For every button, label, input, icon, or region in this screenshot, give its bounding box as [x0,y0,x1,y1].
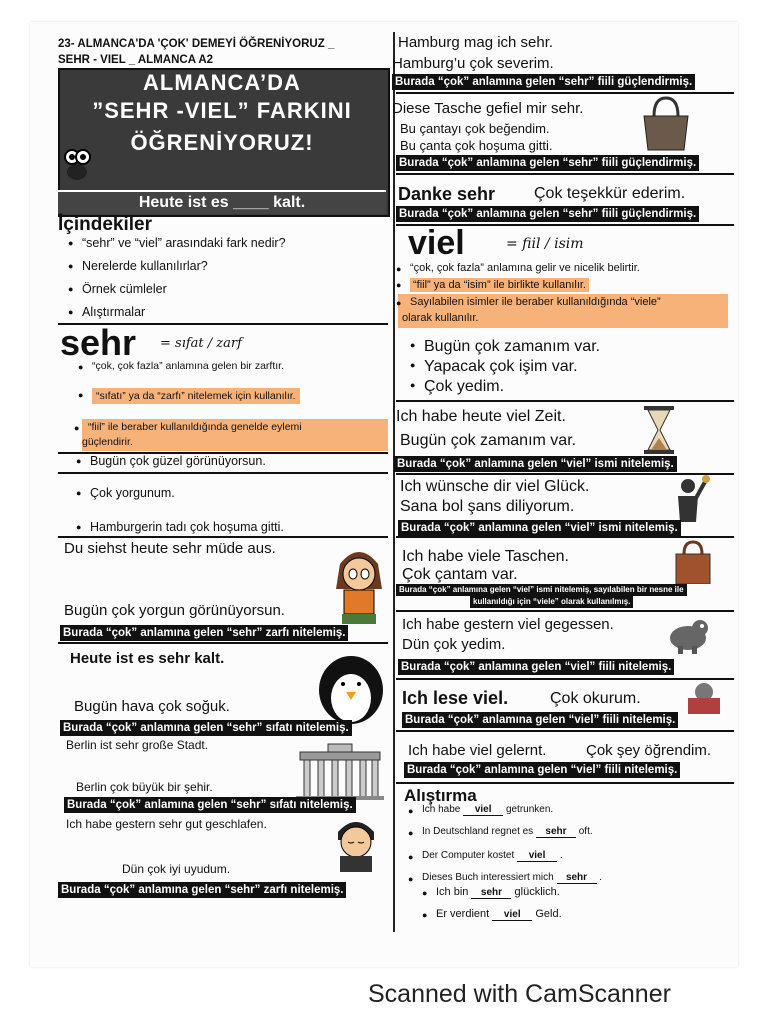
explanation-note: Burada “çok” anlamına gelen “sehr” zarfı nitelemiş. [60,625,348,641]
exercise-text: Ich habe [422,804,461,815]
banner-sentence: Heute ist es ____ kalt. [58,192,386,214]
handbag-icon [638,94,694,157]
divider [396,173,734,175]
exercise-item [422,850,563,862]
exercise-text: In Deutschland regnet es [422,826,534,837]
example-de: Ich habe viel gelernt. [408,742,547,759]
divider [396,610,734,612]
banner-title-2: ”SEHR -VIEL” FARKINI [92,98,352,123]
explanation-note-cont: kullanıldığı için “viele” olarak kullanılmış. [470,596,633,608]
penguin-icon [316,650,386,731]
exercise-answer[interactable]: sehr [471,887,511,899]
example-tr-alt: Bu çanta çok hoşuma gitti. [400,138,553,153]
exercise-answer[interactable]: viel [492,909,532,921]
viel-usage-2b: olarak kullanılır. [402,312,479,324]
example-tr: Dün çok yedim. [402,636,506,653]
exercise-text: . [599,872,603,883]
example-tr: Berlin çok büyük bir şehir. [76,780,213,794]
example-tr: Bu çantayı çok beğendim. [400,121,550,136]
explanation-note: Burada “çok” anlamına gelen “sehr” fiili güçlendirmiş. [396,206,699,222]
example-de: Ich lese viel. [402,688,509,708]
divider [58,642,388,644]
explanation-note: Burada “çok” anlamına gelen “sehr” fiili güçlendirmiş. [392,74,695,90]
exercise-text: Dieses Buch interessiert mich [422,872,554,883]
sehr-example: ● Çok yorgunum. [90,486,175,500]
exercise-text: oft. [578,826,593,837]
example-de: Ich wünsche dir viel Glück. [400,478,590,495]
viel-handnote: = fiil / isim [506,236,584,252]
example-de: Heute ist es sehr kalt. [70,650,225,667]
shopping-bag-icon [672,540,714,589]
example-tr: Çok çantam var. [402,566,518,583]
example-de: Berlin ist sehr große Stadt. [66,738,209,752]
viel-example: ● Bugün çok zamanım var. [424,338,600,356]
exercise-item [436,886,560,899]
contents-title: İçindekiler [58,214,152,235]
example-de: Ich habe heute viel Zeit. [396,408,566,425]
exercise-item [422,826,593,838]
viel-definition: ● “çok, çok fazla” anlamına gelir ve nicelik belirtir. [410,262,640,274]
explanation-note: Burada “çok” anlamına gelen “viel” fiili nitelemiş. [404,762,680,778]
sehr-usage-2b: güçlendirir. [82,436,133,448]
banner-title-3: ÖĞRENİYORUZ! [130,130,314,155]
example-de: Danke sehr [398,184,496,204]
sehr-usage-1: ● “sıfatı” ya da “zarfı” nitelemek için kullanılır. [92,388,300,404]
explanation-note: Burada “çok” anlamına gelen “sehr” sıfatı nitelemiş. [60,720,352,736]
topic-line-1: 23- ALMANCA'DA 'ÇOK' DEMEYİ ÖĞRENİYORUZ _ [58,38,335,50]
divider [396,782,734,784]
example-de: Diese Tasche gefiel mir sehr. [392,100,584,117]
contents-item: ● Alıştırmalar [82,305,145,319]
example-tr: Dün çok iyi uyudum. [122,862,231,876]
example-de: Ich habe viele Taschen. [402,548,569,565]
exercise-text: Der Computer kostet [422,850,515,861]
sehr-example: ● Bugün çok güzel görünüyorsun. [90,454,266,468]
example-de: Ich habe gestern viel gegessen. [402,616,614,633]
example-de: Du siehst heute sehr müde aus. [64,540,276,557]
sehr-heading: sehr [60,322,137,363]
explanation-note: Burada “çok” anlamına gelen “viel” fiili nitelemiş. [398,659,674,675]
example-tr: Bugün çok zamanım var. [400,432,577,449]
example-de: Hamburg mag ich sehr. [398,34,554,51]
explanation-note: Burada “çok” anlamına gelen “viel” fiili nitelemiş. [402,712,678,728]
viel-usage-1: ● “fiil” ya da “isim” ile birlikte kullanılır. [410,278,589,292]
topic-line-2: SEHR - VIEL _ ALMANCA A2 [58,54,214,66]
tired-girl-icon [330,544,388,631]
contents-item: ● “sehr” ve “viel” arasındaki fark nedir? [82,236,286,250]
exercise-text: Geld. [535,908,562,920]
reading-person-icon [682,682,726,719]
explanation-note: Burada “çok” anlamına gelen “viel” ismi nitelemiş. [398,520,681,536]
explanation-note: Burada “çok” anlamına gelen “sehr” zarfı nitelemiş. [58,882,346,898]
exercise-title: Alıştırma [404,786,477,805]
viel-usage-2a: ● Sayılabilen isimler ile beraber kullanıldığında “viele” [410,296,661,308]
dinosaur-icon [664,616,710,659]
divider [396,730,734,732]
example-tr: Sana bol şans diliyorum. [400,498,575,515]
camscanner-watermark: Scanned with CamScanner [368,980,671,1008]
exercise-answer[interactable]: viel [463,804,503,816]
explanation-note: Burada “çok” anlamına gelen “sehr” fiili güçlendirmiş. [396,155,699,171]
example-tr: Çok okurum. [550,690,641,707]
hourglass-icon [642,406,676,459]
exercise-answer[interactable]: viel [517,850,557,862]
contents-item: ● Örnek cümleler [82,282,167,296]
divider [396,400,734,402]
divider [58,472,388,474]
exercise-item [436,908,562,921]
sehr-definition: ● “çok, çok fazla” anlamına gelen bir zarftır. [92,360,284,372]
divider [58,536,388,538]
example-tr: Bugün çok yorgun görünüyorsun. [64,602,285,619]
viel-heading: viel [408,224,465,262]
sleeping-boy-icon [330,816,382,877]
sehr-handnote: = sıfat / zarf [160,336,242,351]
example-de: Ich habe gestern sehr gut geschlafen. [66,817,267,831]
exercise-item [422,872,602,884]
viel-example: ● Çok yedim. [424,378,504,396]
sehr-usage-2a: ● “fiil” ile beraber kullanıldığında genelde eylemi [88,421,302,433]
exercise-text: glücklich. [514,886,560,898]
contents-item: ● Nerelerde kullanılırlar? [82,259,208,273]
example-tr: Çok şey öğrendim. [586,742,712,759]
viel-example: ● Yapacak çok işim var. [424,358,578,376]
exercise-item [422,804,553,816]
cartoon-owl-icon [62,147,92,186]
explanation-note: Burada “çok” anlamına gelen “viel” ismi nitelemiş. [394,456,677,472]
example-tr: Bugün hava çok soğuk. [74,698,230,715]
divider [396,536,734,538]
exercise-text: Ich bin [436,886,469,898]
column-separator [393,32,395,932]
exercise-text: Er verdient [436,908,490,920]
divider [396,678,734,680]
example-tr: Çok teşekkür ederim. [534,185,686,202]
exercise-text: getrunken. [505,804,554,815]
explanation-note: Burada “çok” anlamına gelen “viel” ismi nitelemiş, sayılabilen bir nesne ile [396,584,687,596]
exercise-answer[interactable]: sehr [536,826,576,838]
banner-title-1: ALMANCA’DA [143,70,301,95]
sehr-example: ● Hamburgerin tadı çok hoşuma gitti. [90,520,284,534]
explanation-note: Burada “çok” anlamına gelen “sehr” sıfatı nitelemiş. [64,797,356,813]
scanned-page [30,22,738,967]
example-tr: Hamburg’u çok severim. [392,55,554,72]
exercise-text: . [559,850,563,861]
exercise-answer[interactable]: sehr [557,872,597,884]
